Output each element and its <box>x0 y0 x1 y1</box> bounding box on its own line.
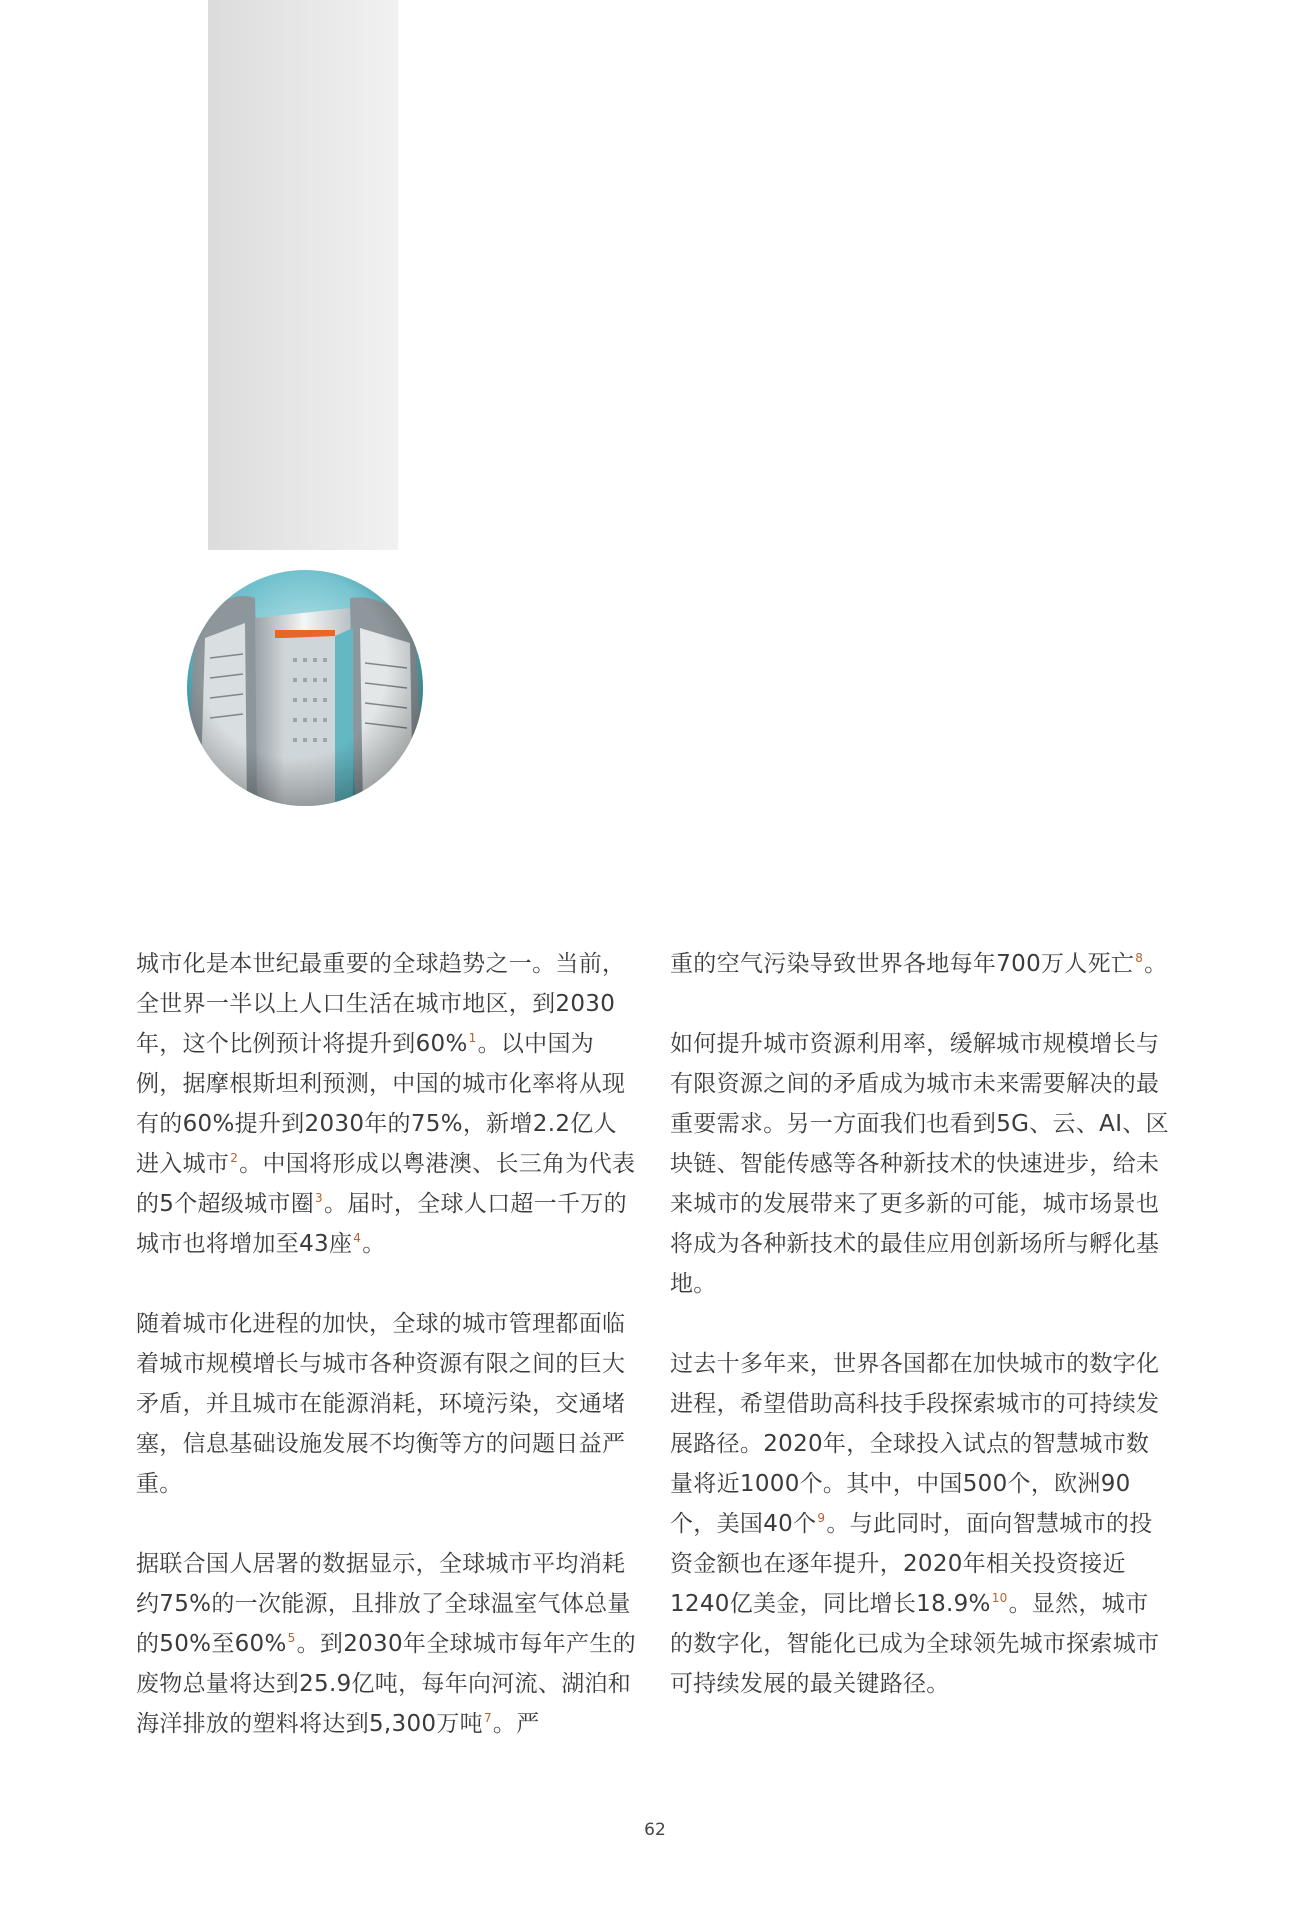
footnote-ref[interactable]: 9 <box>817 1511 826 1525</box>
footnote-ref[interactable]: 7 <box>483 1711 492 1725</box>
left-text-column <box>136 944 636 1744</box>
right-text-column <box>670 944 1170 1704</box>
city-globe-image <box>185 568 425 808</box>
decorative-gray-bar <box>208 0 398 550</box>
footnote-ref[interactable]: 2 <box>230 1151 239 1165</box>
paragraph: 随着城市化进程的加快，全球的城市管理都面临着城市规模增长与城市各种资源有限之间的巨大矛盾，并且城市在能源消耗，环境污染，交通堵塞，信息基础设施发展不均衡等方的问题日益严重。 <box>136 1311 626 1497</box>
paragraph: 城市化是本世纪最重要的全球趋势之一。当前，全世界一半以上人口生活在城市地区，到2030年，这个比例预计将提升到60%$^1$。以中国为例，据摩根斯坦利预测，中国的城市化率将从现有的60%提升到2030年的75%，新增2.2亿人进入城市$^2$。中国将形成以粤港澳、长三角为代表的5个超级城市圈$^3$。届时，全球人口超一千万的城市也将增加至43座$^4$。 <box>136 951 636 1257</box>
page-number: 62 <box>644 1820 666 1840</box>
footnote-ref[interactable]: 4 <box>353 1231 362 1245</box>
paragraph: 过去十多年来，世界各国都在加快城市的数字化进程，希望借助高科技手段探索城市的可持续发展路径。2020年，全球投入试点的智慧城市数量将近1000个。其中，中国500个，欧洲90个，美国40个$^9$。与此同时，面向智慧城市的投资金额也在逐年提升，2020年相关投资接近1240亿美金，同比增长18.9%$^{10}$。显然，城市的数字化，智能化已成为全球领先城市探索城市可持续发展的最关键路径。 <box>670 1351 1160 1697</box>
footnote-ref[interactable]: 1 <box>468 1031 477 1045</box>
paragraph: 如何提升城市资源利用率，缓解城市规模增长与有限资源之间的矛盾成为城市未来需要解决的最重要需求。另一方面我们也看到5G、云、AI、区块链、智能传感等各种新技术的快速进步，给未来城市的发展带来了更多新的可能，城市场景也将成为各种新技术的最佳应用创新场所与孵化基地。 <box>670 1031 1169 1297</box>
paragraph: 据联合国人居署的数据显示，全球城市平均消耗约75%的一次能源，且排放了全球温室气体总量的50%至60%$^5$。到2030年全球城市每年产生的废物总量将达到25.9亿吨，每年向河流、湖泊和海洋排放的塑料将达到5,300万吨$^7$。严 <box>136 1551 636 1737</box>
footnote-ref[interactable]: 3 <box>315 1191 323 1205</box>
footnote-ref[interactable]: 5 <box>287 1631 296 1645</box>
footnote-ref[interactable]: 8 <box>1135 951 1144 965</box>
footnote-ref[interactable]: 10 <box>991 1591 1008 1605</box>
paragraph: 重的空气污染导致世界各地每年700万人死亡$^8$。 <box>670 951 1168 977</box>
